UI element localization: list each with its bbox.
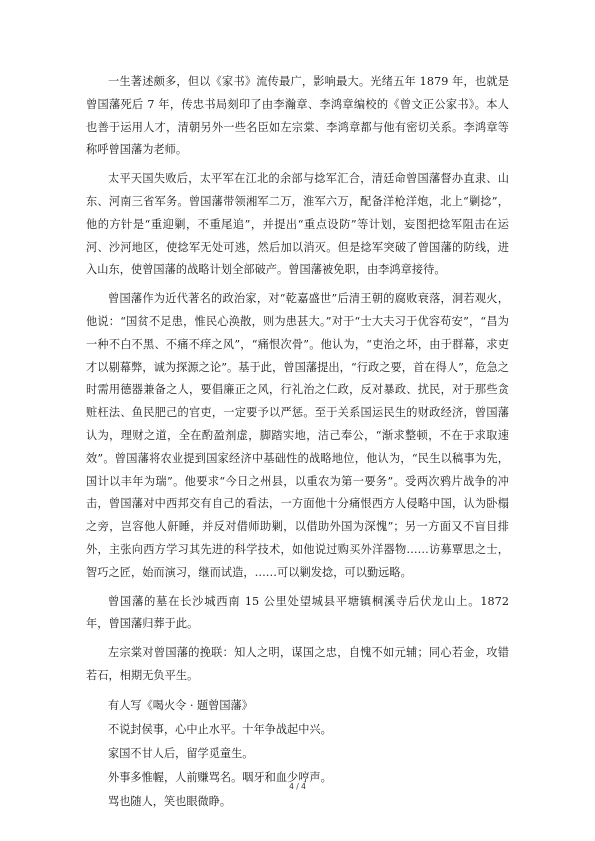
poem: [86, 694, 509, 814]
poem-line: 家国不甘人后，留学觅童生。: [108, 746, 254, 760]
document-body: [86, 71, 509, 814]
paragraph-jiashu: 一生著述颇多，但以《家书》流传最广，影响最大。光绪五年 1879 年，也就是曾国藩死后 7 年，传忠书局刻印了由李瀚章、李鸿章编校的《曾文正公家书》。本人也善于运用人才，清朝另外一些名臣如左宗棠、李鸿章都与他有密切关系。李鸿章等称呼曾国藩为老师。: [86, 75, 509, 157]
poem-line: 外事多惟幄，人前赚骂名。咽牙和血少哼声。: [108, 770, 332, 784]
paragraph-politics: 曾国藩作为近代著名的政治家，对“乾嘉盛世”后清王朝的腐败衰落，洞若观火，他说：“国贫不足患，惟民心涣散，则为患甚大。”对于“士大夫习于优容苟安”，“昌为一种不白不黑、不痛不痒之风”，“痛恨次骨”。他认为，“吏治之坏，由于群幕，求吏才以剔幕弊，诚为探源之论”。基于此，曾国藩提出，“行政之要，首在得人”，危急之时需用德器兼备之人，要倡廉正之风，行礼治之仁政，反对暴政、扰民，对于那些贪赃枉法、鱼民肥己的官吏，一定要予以严惩。至于关系国运民生的财政经济，曾国藩认为，理财之道，全在酌盈剂虚，脚踏实地，洁己奉公，“渐求整顿，不在于求取速效”。曾国藩将农业提到国家经济中基础性的战略地位，他认为，“民生以稿事为先，国计以丰年为瑞”。他要求“今日之州县，以重农为第一要务”。受两次鸦片战争的冲击，曾国藩对中西邦交有自己的看法，一方面他十分痛恨西方人侵略中国，认为卧榻之旁，岂容他人鼾睡，并反对借师助剿，以借助外国为深愧”；另一方面又不盲目排外，主张向西方学习其先进的科学技术，如他说过购买外洋器物……访募覃思之士，智巧之匠，始而演习，继而试造，……可以剿发捻，可以勤远略。: [86, 292, 509, 579]
paragraph-tomb: 曾国藩的墓在长沙城西南 15 公里处望城县平塘镇桐溪寺后伏龙山上。1872 年，曾国藩归葬于此。: [86, 594, 509, 631]
paragraph-couplet: 左宗棠对曾国藩的挽联：知人之明，谋国之忠，自愧不如元辅；同心若金，攻错若石，相期无负平生。: [86, 646, 509, 682]
page-number: 4 / 4: [289, 782, 306, 791]
poem-title: 有人写《喝火令 · 题曾国藩》: [108, 698, 253, 712]
paragraph-nian-war: 太平天国失败后，太平军在江北的余部与捻军汇合，清廷命曾国藩督办直隶、山东、河南三省军务。曾国藩带领湘军二万，淮军六万，配备洋枪洋炮，北上“剿捻”，他的方针是“重迎剿，不重尾追”，并提出“重点设防”等计划，妄图把捻军阻击在运河、沙河地区，使捻军无处可逃，然后加以消灭。但是捻军突破了曾国藩的防线，进入山东，使曾国藩的战略计划全部破产。曾国藩被免职，由李鸿章接待。: [86, 172, 509, 277]
poem-line: 骂也随人，笑也眼微睁。: [108, 794, 232, 808]
poem-line: 不说封侯事，心中止水平。十年争战起中兴。: [108, 722, 332, 736]
